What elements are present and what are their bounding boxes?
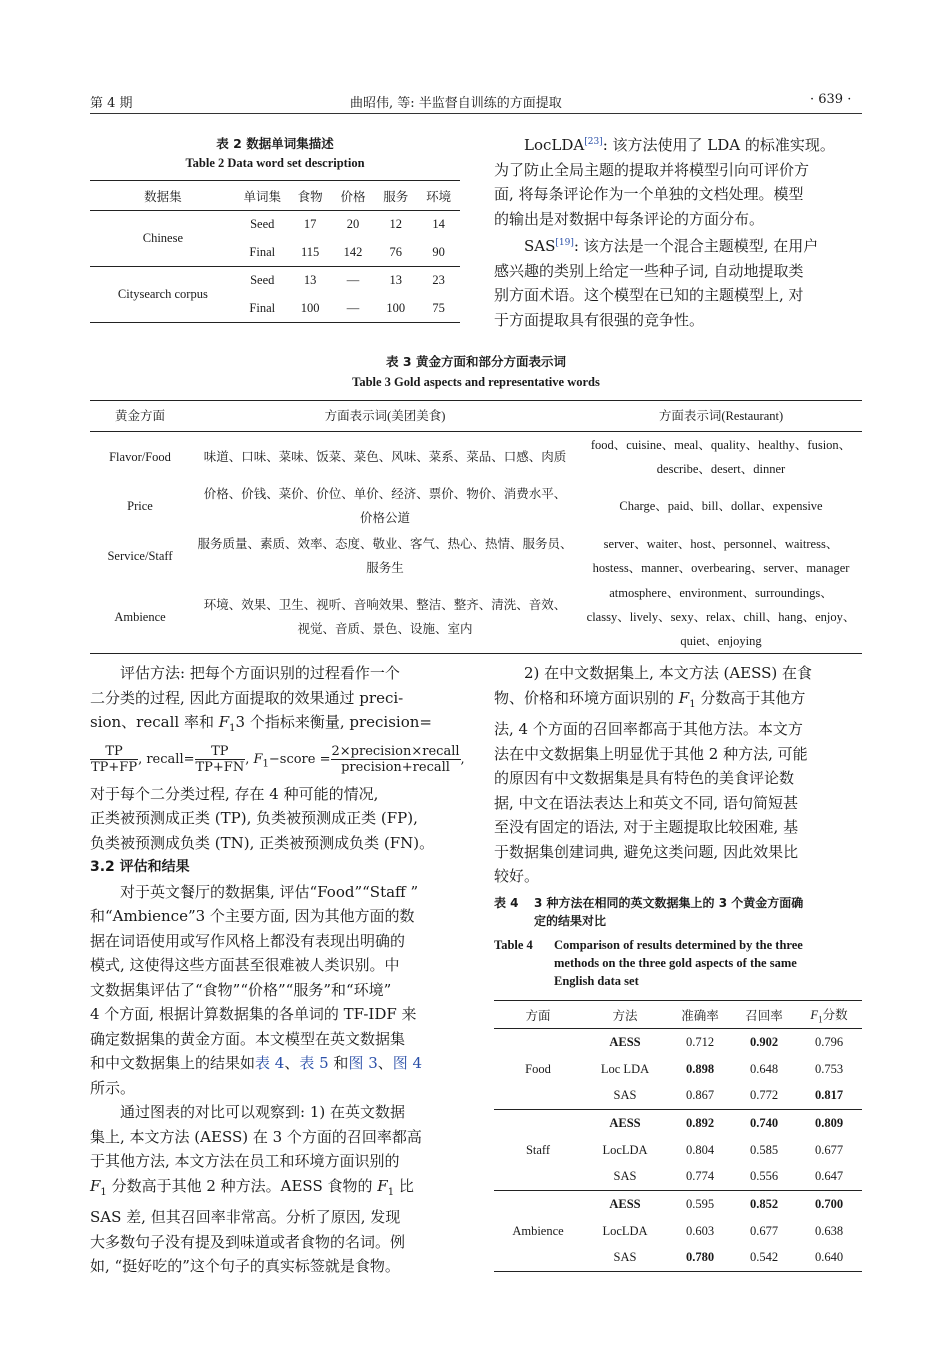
f1-symbol: F xyxy=(678,688,690,707)
figure3-link[interactable]: 图 3 xyxy=(348,1054,378,1072)
table2-cell: 100 xyxy=(386,300,406,315)
text-line: 至没有固定的语法, 对于主题提取比较困难, 基 xyxy=(494,818,799,836)
table4-header: 准确率 xyxy=(681,1008,719,1023)
table2-cell: 142 xyxy=(343,244,363,259)
table4-method: Loc LDA xyxy=(600,1061,650,1076)
table4-method: AESS xyxy=(609,1115,641,1130)
text-line: 据在词语使用或写作风格上都没有表现出明确的 xyxy=(90,931,406,950)
text-line: 较好。 xyxy=(494,867,540,885)
table3-aspect: Ambience xyxy=(114,609,166,624)
table4 xyxy=(494,1000,862,1272)
table4-method: AESS xyxy=(609,1196,641,1211)
table4-method: SAS xyxy=(613,1250,637,1265)
citation-ref[interactable]: [23] xyxy=(584,137,603,147)
table4-precision: 0.595 xyxy=(685,1196,715,1211)
table4-f1: 0.638 xyxy=(814,1223,844,1238)
table3-header: 方面表示词(美团美食) xyxy=(324,409,446,423)
table4-aspect: Staff xyxy=(525,1142,551,1157)
table3-en-words: hostess、manner、overbearing、server、manager xyxy=(592,560,850,575)
table4-f1: 0.796 xyxy=(814,1034,844,1049)
text-line: 对于每个二分类过程, 存在 4 种可能的情况, xyxy=(90,784,379,803)
table2-cell: Seed xyxy=(250,217,275,232)
table4-f1: 0.640 xyxy=(814,1250,844,1265)
text-line: 二分类的过程, 因此方面提取的效果通过 preci- xyxy=(90,688,404,707)
table2-cell: 14 xyxy=(432,217,445,232)
text-line: 法, 4 个方面的召回率都高于其他方法。本文方 xyxy=(494,720,803,738)
table4-group-food xyxy=(494,1029,862,1110)
text-line: 3 个指标来衡量, precision= xyxy=(235,713,432,731)
table2-header: 价格 xyxy=(340,189,366,204)
separator: 、 xyxy=(377,1054,393,1072)
citation-ref[interactable]: [19] xyxy=(555,238,574,248)
table3-en-words: atmosphere、environment、surroundings、 xyxy=(609,585,833,600)
table4-f1: 0.753 xyxy=(814,1061,844,1076)
text-line: sion、recall 率和 xyxy=(90,713,219,731)
table2-cell: 90 xyxy=(432,244,445,259)
table4-precision: 0.892 xyxy=(685,1115,715,1130)
text-line: 所示。 xyxy=(90,1078,136,1097)
table4-header-f1: $F_1$分数 xyxy=(810,1007,848,1025)
table2-caption-en: Table 2 Data word set description xyxy=(185,156,365,170)
table4-header: 召回率 xyxy=(745,1008,783,1023)
text-line: 于数据集创建词典, 避免这类问题, 因此效果比 xyxy=(494,842,799,861)
table4-recall: 0.740 xyxy=(749,1115,779,1130)
table3-aspect: Price xyxy=(127,499,153,513)
table4-caption-en xyxy=(494,936,862,990)
frac-numerator: 2×precision×recall xyxy=(331,743,460,759)
table2-cell: 17 xyxy=(303,217,317,232)
table3-header: 黄金方面 xyxy=(114,409,165,423)
table4-f1: 0.647 xyxy=(814,1169,844,1184)
table4-precision: 0.898 xyxy=(685,1061,715,1076)
header-journal-issue: 第 4 期 xyxy=(90,96,133,111)
table4-method: AESS xyxy=(609,1034,641,1049)
text-line: 感兴趣的类别上给定一些种子词, 自动地提取类 xyxy=(494,261,804,280)
text-line: 的原因有中文数据集是具有特色的美食评论数 xyxy=(494,769,795,787)
table4-method: LocLDA xyxy=(602,1142,648,1157)
table4-number-cn: 表 4 xyxy=(494,896,519,910)
table2-cell: 76 xyxy=(389,244,402,259)
table4-recall: 0.556 xyxy=(749,1169,779,1184)
table4-recall: 0.902 xyxy=(749,1034,779,1049)
frac-denominator: TP+FN xyxy=(195,759,245,775)
table2-cell: 75 xyxy=(432,300,445,315)
header-rule xyxy=(90,113,862,114)
table4-caption-line: Comparison of results determined by the three xyxy=(554,938,803,952)
table2-header: 单词集 xyxy=(243,189,281,204)
table3-caption-en: Table 3 Gold aspects and representative words xyxy=(352,375,600,389)
f1-subscript: 1 xyxy=(387,1186,395,1198)
f1-label: −score = xyxy=(268,751,331,767)
table3-cn-words: 味道、口味、菜味、饭菜、菜色、风味、菜系、菜品、口感、肉质 xyxy=(203,449,567,464)
table4-header: 方面 xyxy=(525,1008,551,1023)
text-line: 分数高于其他方 xyxy=(695,688,806,707)
table4-f1: 0.809 xyxy=(814,1115,844,1130)
table2-header: 服务 xyxy=(383,189,409,204)
table3-cn-words: 环境、效果、卫生、视听、音响效果、整洁、整齐、清洗、音效、 xyxy=(203,597,567,612)
table2-cell: 13 xyxy=(389,273,402,288)
table2-cell: Seed xyxy=(250,273,275,288)
precision-fraction xyxy=(90,744,138,775)
text-line: 对于英文餐厅的数据集, 评估“Food”“Staff ” xyxy=(120,882,419,901)
table2-cell: 100 xyxy=(300,300,320,315)
f1-subscript: 1 xyxy=(262,758,269,770)
separator: 、 xyxy=(284,1054,300,1072)
table2-caption-cn: 表 2 数据单词集描述 xyxy=(216,136,334,151)
text-line: 别方面术语。这个模型在已知的主题模型上, 对 xyxy=(494,286,804,304)
table4-recall: 0.542 xyxy=(749,1250,779,1265)
table2-dataset: Citysearch corpus xyxy=(117,287,208,301)
table4-precision: 0.867 xyxy=(685,1088,715,1103)
table4-method: SAS xyxy=(613,1169,637,1184)
table3-cn-words: 服务生 xyxy=(366,560,404,575)
text-line: 比 xyxy=(394,1176,414,1195)
left-body-text xyxy=(90,661,465,1279)
table4-caption-line: 3 种方法在相同的英文数据集上的 3 个黄金方面确 xyxy=(534,896,804,910)
table4-link[interactable]: 表 4 xyxy=(255,1054,285,1072)
text-line: 物、价格和环境方面识别的 xyxy=(494,688,679,707)
table4-recall: 0.852 xyxy=(749,1196,779,1211)
table4-caption-line: English data set xyxy=(554,974,639,988)
table2-cell: — xyxy=(346,273,360,288)
f1-symbol: F xyxy=(377,1176,388,1195)
recall-fraction xyxy=(195,744,246,775)
frac-denominator: precision+recall xyxy=(341,759,450,775)
text-line: 确定数据集的黄金方面。本文模型在英文数据集 xyxy=(90,1029,406,1048)
method-name-sas: SAS xyxy=(524,237,556,255)
table2-cell: 23 xyxy=(432,273,445,288)
text-line: 如, “挺好吃的”这个句子的真实标签就是食物。 xyxy=(90,1257,400,1275)
text-line: 4 个方面, 根据计算数据集的各单词的 TF-IDF 来 xyxy=(90,1005,417,1023)
text-line: 和“Ambience”3 个主要方面, 因为其他方面的数 xyxy=(90,907,415,925)
table4-f1: 0.700 xyxy=(814,1196,844,1211)
text-line: 文数据集评估了“食物”“价格”“服务”和“环境” xyxy=(90,980,392,999)
table4-recall: 0.648 xyxy=(749,1061,779,1076)
table3-cn-words: 价格、价钱、菜价、价位、单价、经济、票价、物价、消费水平、 xyxy=(203,487,567,501)
table3-header: 方面表示词(Restaurant) xyxy=(658,409,784,423)
table3-cn-words: 视觉、音质、景色、设施、室内 xyxy=(297,621,473,636)
text-line: 分数高于其他 2 种方法。AESS 食物的 xyxy=(106,1176,378,1195)
text-line: 和中文数据集上的结果如 xyxy=(90,1054,256,1072)
frac-numerator: TP xyxy=(195,744,246,760)
text-line: 2) 在中文数据集上, 本文方法 (AESS) 在食 xyxy=(524,664,813,682)
table4-method: SAS xyxy=(613,1088,637,1103)
table2-cell: Final xyxy=(249,244,276,259)
text-line: 模式, 这使得这些方面甚至很难被人类识别。中 xyxy=(90,956,400,974)
text-line: 通过图表的对比可以观察到: 1) 在英文数据 xyxy=(120,1103,405,1121)
f1-symbol: F xyxy=(90,1176,101,1195)
text-line: 集上, 本文方法 (AESS) 在 3 个方面的召回率都高 xyxy=(90,1127,422,1146)
table4-caption-line: methods on the three gold aspects of the same xyxy=(554,956,797,970)
text-line: 正类被预测成正类 (TP), 负类被预测成正类 (FP), xyxy=(90,809,418,827)
text-line: 和 xyxy=(328,1054,349,1072)
table2-header: 环境 xyxy=(426,189,452,204)
table4-precision: 0.804 xyxy=(685,1142,715,1157)
table4-recall: 0.772 xyxy=(749,1088,779,1103)
table4-method: LocLDA xyxy=(602,1223,648,1238)
table2-cell: — xyxy=(346,300,360,315)
table3-caption-cn: 表 3 黄金方面和部分方面表示词 xyxy=(386,354,566,369)
f1-symbol: F xyxy=(218,713,230,731)
table4-f1: 0.817 xyxy=(814,1088,844,1103)
text-line: 于其他方法, 本文方法在员工和环境方面识别的 xyxy=(90,1152,400,1170)
header-title: 曲昭伟, 等: 半监督自训练的方面提取 xyxy=(350,96,562,111)
section-heading: 3.2 评估和结果 xyxy=(90,859,190,875)
formula-line: $\frac{TP}{TP+FP}$ , recall= $\frac{TP}{TP+FN}$ , $F_1-score$ = $\frac{\text{2×precision×recall}}{\text{precision+recall}}$ , xyxy=(91,743,465,775)
table3-en-words: server、waiter、host、personnel、waitress、 xyxy=(603,536,839,551)
recall-label: , recall= xyxy=(138,751,195,767)
text-line: 为了防止全局主题的提取并将模型引向可评价方 xyxy=(494,160,810,179)
text-line: : 该方法是一个混合主题模型, 在用户 xyxy=(573,237,819,255)
table2 xyxy=(90,180,460,323)
text-line: 大多数句子没有提及到味道或者食物的名词。例 xyxy=(90,1232,406,1251)
table3-en-words: quiet、enjoying xyxy=(680,633,762,648)
table2-dataset: Chinese xyxy=(142,231,184,245)
table4-caption-line: 定的结果对比 xyxy=(534,914,607,928)
text-line: 面, 将每条评论作为一个单独的文档处理。模型 xyxy=(494,185,804,203)
table2-header: 数据集 xyxy=(144,189,182,204)
method-name-loclda: LocLDA xyxy=(524,136,585,154)
table3-aspect: Flavor/Food xyxy=(109,449,171,464)
table2-cell: 20 xyxy=(346,217,360,232)
table3-en-words: classy、lively、sexy、relax、chill、hang、enjoy、 xyxy=(586,609,856,624)
text-line: 据, 中文在语法表达上和英文不同, 语句简短甚 xyxy=(494,793,799,812)
table4-recall: 0.585 xyxy=(749,1142,779,1157)
table4-aspect: Food xyxy=(525,1061,551,1076)
text-line: SAS 差, 但其召回率非常高。分析了原因, 发现 xyxy=(90,1208,401,1226)
right-body-text xyxy=(494,661,862,889)
table4-group-ambience xyxy=(494,1191,862,1272)
f1-subscript: 1 xyxy=(689,698,696,710)
table2-header: 食物 xyxy=(297,189,323,204)
frac-denominator: TP+FP xyxy=(91,759,138,775)
table2-cell: 13 xyxy=(303,273,317,288)
table4-f1: 0.677 xyxy=(814,1142,844,1157)
text-line: 法在中文数据集上明显优于其他 2 种方法, 可能 xyxy=(494,744,808,763)
frac-numerator: TP xyxy=(90,744,138,760)
f1-subscript: 1 xyxy=(229,723,236,734)
table4-precision: 0.780 xyxy=(685,1250,715,1265)
table4-header: 方法 xyxy=(612,1008,638,1023)
f1-symbol: F xyxy=(253,751,263,767)
table4-number-en: Table 4 xyxy=(494,938,533,952)
table2-cell: 115 xyxy=(301,244,320,259)
text-line: 负类被预测成负类 (TN), 正类被预测成负类 (FN)。 xyxy=(90,833,435,852)
text-line: : 该方法使用了 LDA 的标准实现。 xyxy=(602,136,835,154)
table3-aspect: Service/Staff xyxy=(107,548,173,563)
table4-precision: 0.712 xyxy=(685,1034,715,1049)
f1-subscript: 1 xyxy=(100,1186,107,1198)
table4-recall: 0.677 xyxy=(749,1223,779,1238)
table4-precision: 0.603 xyxy=(685,1223,715,1238)
table2-cell: 12 xyxy=(389,217,402,232)
table4-caption-cn xyxy=(494,894,862,930)
text-line: 的输出是对数据中每条评论的方面分布。 xyxy=(494,209,765,228)
right-top-text xyxy=(494,130,862,332)
figure4-link[interactable]: 图 4 xyxy=(392,1054,423,1072)
text-line: 于方面提取具有很强的竞争性。 xyxy=(494,310,705,329)
text-line: 评估方法: 把每个方面识别的过程看作一个 xyxy=(120,664,400,682)
table4-group-staff xyxy=(494,1110,862,1191)
table3-cn-words: 价格公道 xyxy=(359,511,410,525)
table4-precision: 0.774 xyxy=(685,1169,715,1184)
table3-en-words: Charge、paid、bill、dollar、expensive xyxy=(619,499,823,513)
table3-en-words: describe、desert、dinner xyxy=(656,461,786,476)
table4-aspect: Ambience xyxy=(512,1223,564,1238)
f1-fraction xyxy=(331,744,461,775)
table3-cn-words: 服务质量、素质、效率、态度、敬业、客气、热心、热情、服务员、 xyxy=(197,536,573,551)
table3-en-words: food、cuisine、meal、quality、healthy、fusion、 xyxy=(590,437,852,452)
header-page-number: · 639 · xyxy=(810,92,852,107)
table5-link[interactable]: 表 5 xyxy=(299,1054,329,1072)
table2-cell: Final xyxy=(249,300,276,315)
table3 xyxy=(90,400,862,654)
